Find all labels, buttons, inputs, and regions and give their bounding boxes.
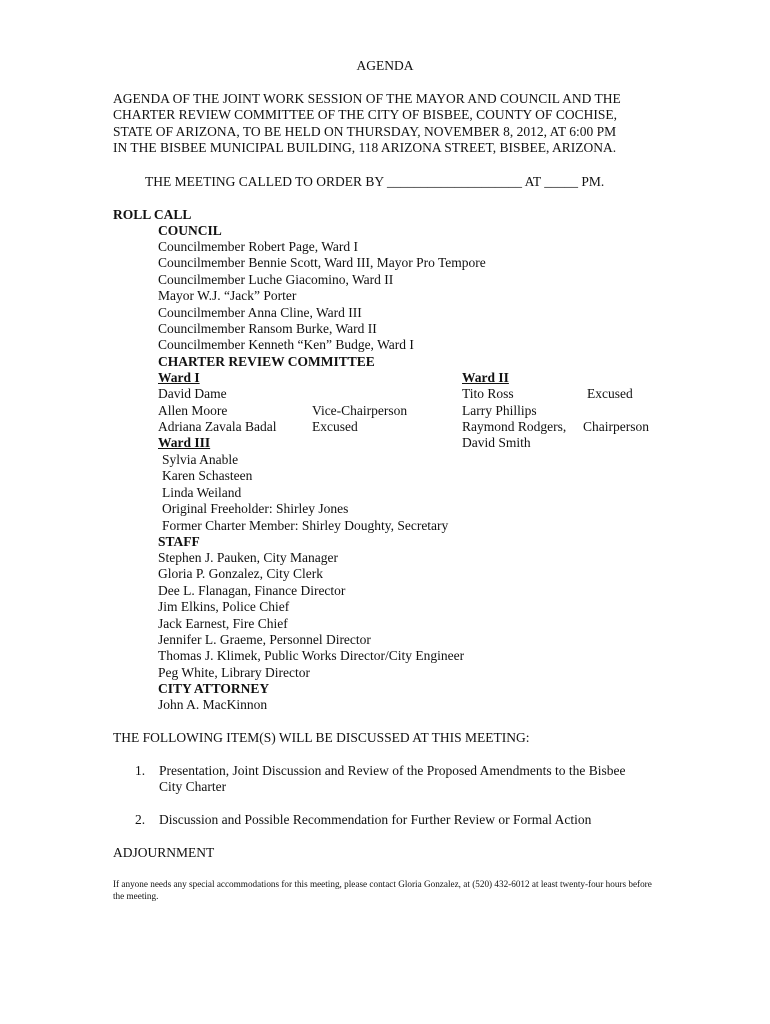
ward3-list (162, 452, 448, 534)
intro-line: CHARTER REVIEW COMMITTEE OF THE CITY OF BISBEE, COUNTY OF COCHISE, (113, 107, 617, 123)
ward2-member-note: Excused (587, 386, 633, 401)
accommodation-footnote: If anyone needs any special accommodations for this meeting, please contact Gloria Gonzalez, at (520) 432-6012 at least twenty-four hours before the meeting. (113, 879, 652, 901)
list-item: Dee L. Flanagan, Finance Director (158, 582, 346, 598)
list-item: Councilmember Bennie Scott, Ward III, Mayor Pro Tempore (158, 255, 486, 271)
list-item: Jennifer L. Graeme, Personnel Director (158, 632, 371, 648)
list-item: Stephen J. Pauken, City Manager (158, 550, 338, 565)
ward1-member-name: Adriana Zavala Badal (158, 419, 277, 434)
ward3-heading: Ward III (158, 435, 211, 450)
staff-list (158, 550, 464, 681)
list-item: Mayor W.J. “Jack” Porter (158, 288, 297, 304)
list-item: Councilmember Kenneth “Ken” Budge, Ward I (158, 337, 414, 353)
council-list (158, 239, 486, 354)
list-item: Councilmember Luche Giacomino, Ward II (158, 271, 394, 287)
page-title: AGENDA (356, 58, 414, 73)
ward1-member-note: Excused (312, 419, 358, 434)
list-item: Sylvia Anable (162, 452, 239, 467)
agenda-item-text: Discussion and Possible Recommendation for Further Review or Formal Action (159, 812, 592, 827)
list-item: Thomas J. Klimek, Public Works Director/City Engineer (158, 648, 465, 664)
ward2-member-note: Chairperson (583, 419, 649, 434)
list-item: Original Freeholder: Shirley Jones (162, 501, 349, 517)
ward1-heading: Ward I (158, 370, 200, 385)
committee-heading: CHARTER REVIEW COMMITTEE (158, 354, 375, 369)
attorney-name: John A. MacKinnon (158, 697, 268, 712)
list-item: Karen Schasteen (162, 468, 253, 484)
list-item: Jack Earnest, Fire Chief (158, 615, 288, 631)
list-item: Peg White, Library Director (158, 664, 310, 680)
ward2-member-name: Larry Phillips (462, 403, 537, 418)
ward2-member-name: David Smith (462, 435, 531, 450)
adjournment-heading: ADJOURNMENT (113, 845, 215, 860)
ward2-member-name: Tito Ross (462, 386, 514, 401)
list-item: Councilmember Anna Cline, Ward III (158, 304, 362, 320)
list-item: Linda Weiland (162, 484, 242, 500)
intro-line: IN THE BISBEE MUNICIPAL BUILDING, 118 ARIZONA STREET, BISBEE, ARIZONA. (113, 140, 617, 156)
list-item: Jim Elkins, Police Chief (158, 599, 290, 615)
intro-line: AGENDA OF THE JOINT WORK SESSION OF THE MAYOR AND COUNCIL AND THE (113, 91, 621, 106)
ward2-heading: Ward II (462, 370, 509, 385)
list-item: Councilmember Ransom Burke, Ward II (158, 321, 377, 337)
agenda-item-text: Presentation, Joint Discussion and Review of the Proposed Amendments to the Bisbee City Charter (159, 763, 626, 795)
called-to-order-line: THE MEETING CALLED TO ORDER BY ____________________ AT _____ PM. (145, 174, 605, 189)
items-heading: THE FOLLOWING ITEM(S) WILL BE DISCUSSED AT THIS MEETING: (113, 730, 530, 745)
ward1-member-name: Allen Moore (158, 403, 228, 418)
council-heading: COUNCIL (158, 223, 222, 238)
intro-line: STATE OF ARIZONA, TO BE HELD ON THURSDAY, NOVEMBER 8, 2012, AT 6:00 PM (113, 123, 617, 139)
intro-paragraph (113, 91, 653, 157)
ward1-member-note: Vice-Chairperson (312, 403, 408, 418)
list-item: Councilmember Robert Page, Ward I (158, 239, 358, 254)
list-item: Gloria P. Gonzalez, City Clerk (158, 566, 323, 582)
attorney-heading: CITY ATTORNEY (158, 681, 270, 696)
staff-heading: STAFF (158, 534, 200, 549)
roll-call-heading: ROLL CALL (113, 207, 192, 222)
ward1-member-name: David Dame (158, 386, 227, 401)
list-item: Former Charter Member: Shirley Doughty, Secretary (162, 517, 449, 533)
ward2-member-name: Raymond Rodgers, (462, 419, 567, 434)
agenda-item-number: 2. (135, 812, 146, 827)
agenda-item-number: 1. (135, 763, 146, 778)
